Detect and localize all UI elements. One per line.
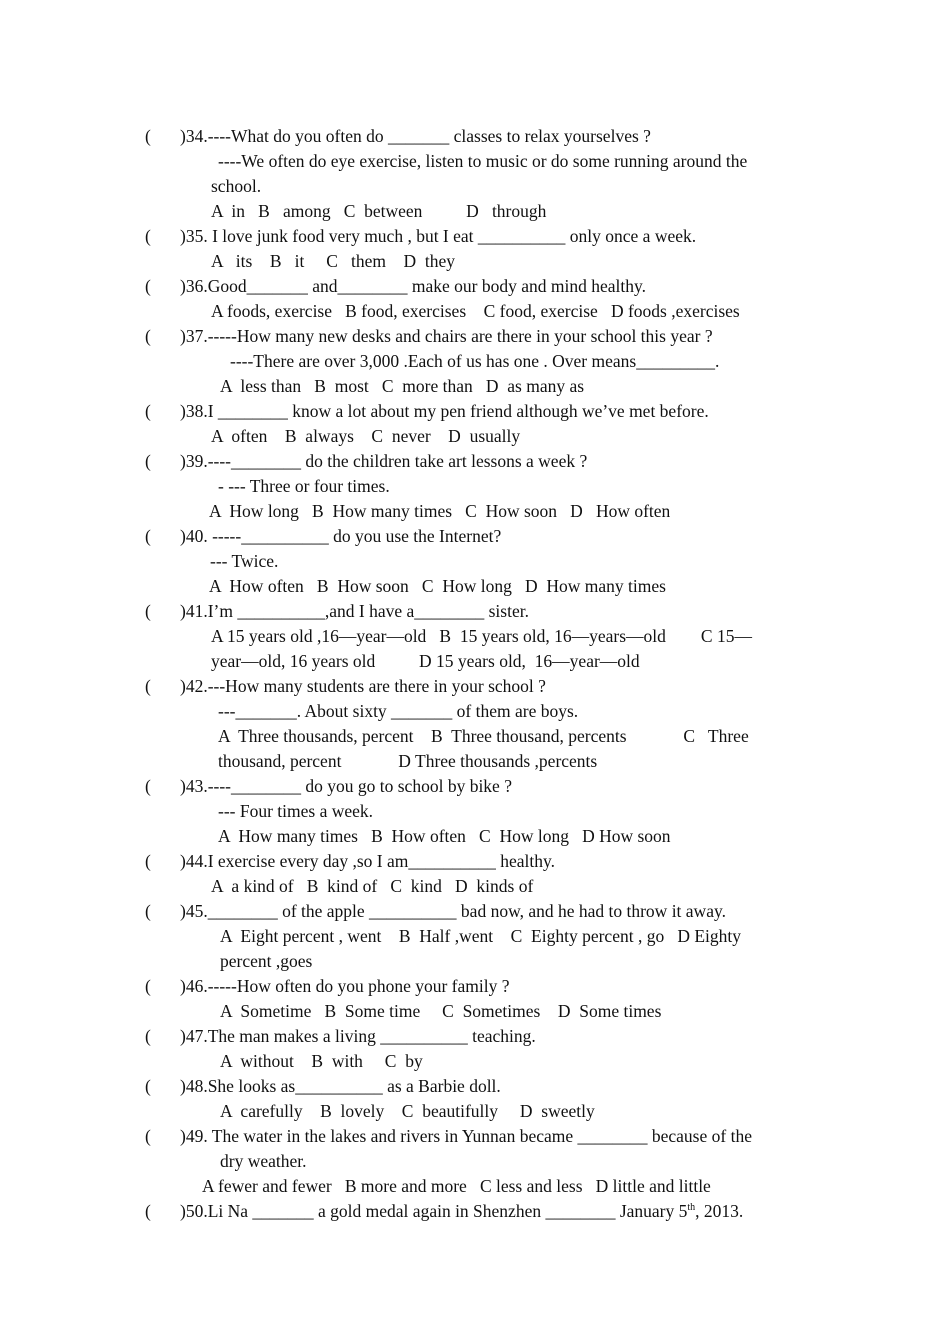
question-stem-tail: , 2013. xyxy=(695,1201,744,1221)
answer-line: school. xyxy=(211,176,262,196)
answer-line: ----There are over 3,000 .Each of us has one . Over means_________. xyxy=(230,351,720,371)
question-stem: )49. The water in the lakes and rivers in Yunnan became ________ because of the xyxy=(180,1126,752,1146)
question-49 xyxy=(0,1124,950,1149)
options-line: percent ,goes xyxy=(220,951,313,971)
question-stem: )39.----________ do the children take art lessons a week ? xyxy=(180,451,588,471)
options-line: A 15 years old ,16—year—old B 15 years old, 16—years—old C 15— xyxy=(211,626,752,646)
question-38 xyxy=(0,399,950,424)
question-stem: )43.----________ do you go to school by bike ? xyxy=(180,776,512,796)
answer-paren: ( xyxy=(145,1201,151,1221)
question-stem: )44.I exercise every day ,so I am__________ healthy. xyxy=(180,851,555,871)
options-line: thousand, percent D Three thousands ,percents xyxy=(218,751,598,771)
answer-line: --- Twice. xyxy=(210,551,279,571)
answer-paren: ( xyxy=(145,326,151,346)
question-stem-text: )50.Li Na _______ a gold medal again in Shenzhen ________ January 5 xyxy=(180,1201,688,1221)
question-34 xyxy=(0,124,950,149)
question-stem: )45.________ of the apple __________ bad now, and he had to throw it away. xyxy=(180,901,726,921)
question-stem: )34.----What do you often do _______ classes to relax yourselves ? xyxy=(180,126,651,146)
answer-paren: ( xyxy=(145,976,151,996)
question-stem: )37.-----How many new desks and chairs are there in your school this year ? xyxy=(180,326,713,346)
options-line: A fewer and fewer B more and more C less and less D little and little xyxy=(202,1176,711,1196)
answer-paren: ( xyxy=(145,676,151,696)
options-line: A carefully B lovely C beautifully D sweetly xyxy=(220,1101,595,1121)
answer-line: dry weather. xyxy=(220,1151,307,1171)
answer-paren: ( xyxy=(145,851,151,871)
question-stem: )46.-----How often do you phone your family ? xyxy=(180,976,510,996)
question-stem: )42.---How many students are there in your school ? xyxy=(180,676,546,696)
answer-paren: ( xyxy=(145,401,151,421)
answer-paren: ( xyxy=(145,126,151,146)
answer-paren: ( xyxy=(145,901,151,921)
question-stem xyxy=(180,1199,743,1224)
question-stem: )40. -----__________ do you use the Internet? xyxy=(180,526,502,546)
ordinal-suffix: th xyxy=(687,1202,696,1213)
question-40 xyxy=(0,524,950,549)
question-stem: )48.She looks as__________ as a Barbie doll. xyxy=(180,1076,501,1096)
answer-paren: ( xyxy=(145,451,151,471)
question-50 xyxy=(0,1199,950,1224)
options-line: A often B always C never D usually xyxy=(211,426,521,446)
options-line: A without B with C by xyxy=(220,1051,423,1071)
options-line: A less than B most C more than D as many as xyxy=(220,376,585,396)
options-line: A How many times B How often C How long D How soon xyxy=(218,826,671,846)
question-48 xyxy=(0,1074,950,1099)
options-line: A a kind of B kind of C kind D kinds of xyxy=(211,876,534,896)
question-stem: )38.I ________ know a lot about my pen friend although we’ve met before. xyxy=(180,401,709,421)
answer-line: ---_______. About sixty _______ of them are boys. xyxy=(218,701,579,721)
options-line: A Three thousands, percent B Three thousand, percents C Three xyxy=(218,726,749,746)
question-47 xyxy=(0,1024,950,1049)
question-35 xyxy=(0,224,950,249)
answer-paren: ( xyxy=(145,1076,151,1096)
answer-paren: ( xyxy=(145,1026,151,1046)
answer-paren: ( xyxy=(145,226,151,246)
options-line: A in B among C between D through xyxy=(211,201,547,221)
answer-line: --- Four times a week. xyxy=(218,801,374,821)
options-line: A its B it C them D they xyxy=(211,251,456,271)
question-stem: )41.I’m __________,and I have a________ sister. xyxy=(180,601,529,621)
exam-page xyxy=(0,124,950,1224)
question-41 xyxy=(0,599,950,624)
options-line: year—old, 16 years old D 15 years old, 16—year—old xyxy=(211,651,640,671)
options-line: A How often B How soon C How long D How many times xyxy=(209,576,666,596)
question-36 xyxy=(0,274,950,299)
question-45 xyxy=(0,899,950,924)
question-46 xyxy=(0,974,950,999)
answer-line: ----We often do eye exercise, listen to music or do some running around the xyxy=(218,151,748,171)
question-stem: )47.The man makes a living __________ teaching. xyxy=(180,1026,536,1046)
answer-paren: ( xyxy=(145,601,151,621)
answer-line: - --- Three or four times. xyxy=(218,476,390,496)
options-line: A Eight percent , went B Half ,went C Eighty percent , go D Eighty xyxy=(220,926,742,946)
options-line: A How long B How many times C How soon D How often xyxy=(209,501,671,521)
question-stem: )36.Good_______ and________ make our body and mind healthy. xyxy=(180,276,646,296)
question-37 xyxy=(0,324,950,349)
answer-paren: ( xyxy=(145,276,151,296)
question-43 xyxy=(0,774,950,799)
question-39 xyxy=(0,449,950,474)
question-44 xyxy=(0,849,950,874)
question-42 xyxy=(0,674,950,699)
question-stem: )35. I love junk food very much , but I eat __________ only once a week. xyxy=(180,226,697,246)
answer-paren: ( xyxy=(145,526,151,546)
answer-paren: ( xyxy=(145,776,151,796)
options-line: A Sometime B Some time C Sometimes D Some times xyxy=(220,1001,662,1021)
options-line: A foods, exercise B food, exercises C food, exercise D foods ,exercises xyxy=(211,301,740,321)
answer-paren: ( xyxy=(145,1126,151,1146)
